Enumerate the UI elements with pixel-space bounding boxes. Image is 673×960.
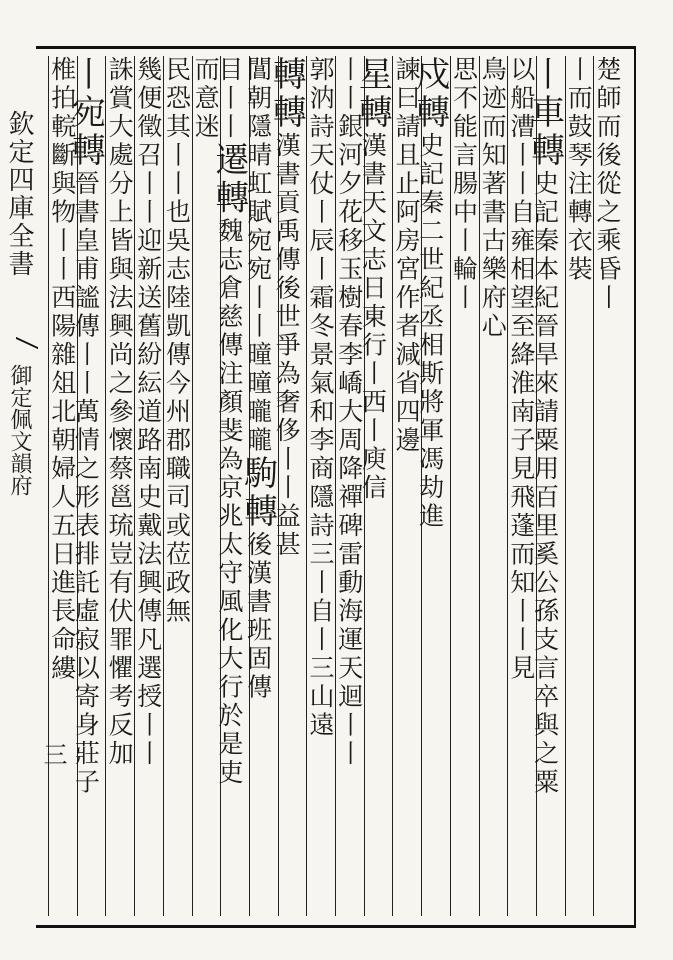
entry-heading: 丨車轉 <box>524 56 565 170</box>
column-text <box>164 56 193 626</box>
text-column <box>450 56 480 916</box>
entry-text: 魏志倉慈傳注顏斐為京兆太守風化大行於是吏 <box>214 217 244 788</box>
entry-heading: 戍轉 <box>409 56 450 132</box>
column-text <box>508 56 537 683</box>
column-text <box>409 56 451 531</box>
text-column <box>208 56 250 916</box>
entry-text: 丨丨銀河夕花移玉樹春李嶠大周降禪碑雷動海運天迴丨丨 <box>334 56 364 769</box>
text-column <box>266 56 308 916</box>
fishtail-mark <box>16 337 38 363</box>
entry-text: 楚師而後從之乘昏丨 <box>592 56 622 313</box>
entry-text: 目丨丨 <box>214 56 244 142</box>
column-text <box>307 56 336 740</box>
column-text <box>451 56 480 313</box>
text-column <box>524 56 566 916</box>
text-column <box>306 56 336 916</box>
entry-text: 以船漕丨丨自雍相望至絳淮南子見飛蓬而知丨丨見 <box>506 56 536 683</box>
text-column <box>105 56 135 916</box>
column-text <box>237 56 279 702</box>
column-text <box>393 56 422 455</box>
column-text <box>266 56 308 560</box>
entry-text: 幾便徵召丨丨迎新送舊紛紜道路南史戴法興傳凡選授丨丨 <box>133 56 163 769</box>
text-column <box>134 56 164 916</box>
column-text <box>65 56 107 797</box>
entry-text: 史記秦二世紀丞相斯將軍馮劫進 <box>415 132 445 531</box>
entry-heading: 丨宛轉 <box>65 56 106 170</box>
column-text <box>352 56 394 503</box>
column-text <box>594 56 623 313</box>
column-text <box>49 56 78 683</box>
entry-heading: 駒轉 <box>237 455 278 531</box>
text-column <box>352 56 394 916</box>
column-text <box>480 56 509 341</box>
book-title: 欽定四庫全書 <box>4 110 34 278</box>
entry-text: 後漢書班固傳 <box>243 531 273 702</box>
column-text <box>135 56 164 769</box>
text-column <box>392 56 422 916</box>
entry-text: 閶朝隱晴虹賦宛宛丨丨曈曈曨曨 <box>243 56 273 455</box>
entry-text: 史記秦本紀晉旱來請粟用百里奚公孫支言卒與之粟 <box>530 170 560 797</box>
entry-text: 思不能言腸中丨輪丨 <box>449 56 479 313</box>
column-text <box>208 56 250 788</box>
page-margin <box>0 46 36 922</box>
entry-text: 而意迷 <box>191 56 221 142</box>
page-number: 三 <box>39 742 67 766</box>
entry-text: 漢書貢禹傳後世爭為奢侈丨丨益甚 <box>272 132 302 560</box>
entry-text: 漢書天文志日東行丨西丨庾信 <box>358 132 388 503</box>
entry-text: 椎拍輐斷與物丨丨西陽雜俎北朝婦人五日進長命縷 <box>47 56 77 683</box>
text-column <box>479 56 509 916</box>
text-column <box>565 56 595 916</box>
entry-text: 諫曰請且止阿房宮作者減省四邊 <box>392 56 422 455</box>
text-column <box>593 56 623 916</box>
column-text <box>566 56 595 284</box>
entry-text: 鳥迹而知著書古樂府心 <box>478 56 508 341</box>
volume-title: 御定佩文韻府 <box>7 364 32 496</box>
entry-heading: 遷轉 <box>208 141 249 218</box>
text-column <box>237 56 279 916</box>
entry-text: 晉書皇甫謐傳丨丨萬情之形表排託虛寂以寄身莊子 <box>71 170 101 797</box>
entry-text: 郭汭詩天仗丨辰丨霜冬景氣和李商隱詩三丨自丨三山遠 <box>305 56 335 740</box>
text-column <box>163 56 193 916</box>
column-text <box>524 56 566 797</box>
entry-heading: 轉轉 <box>266 56 307 132</box>
text-column <box>409 56 451 916</box>
text-column <box>507 56 537 916</box>
column-text <box>336 56 365 769</box>
column-text <box>106 56 135 769</box>
text-column <box>335 56 365 916</box>
entry-text: 誅賞大處分上皆與法興尚之參懷蔡邕琉豈有伏罪懼考反加 <box>105 56 135 769</box>
entry-text: 民恐其丨丨也吳志陸凱傳今州郡職司或莅政無 <box>162 56 192 626</box>
entry-heading: 星轉 <box>352 56 393 132</box>
text-column <box>48 56 78 916</box>
entry-text: 丨而鼓琴注轉衣裝 <box>564 56 594 284</box>
text-column <box>192 56 222 916</box>
column-text <box>193 56 222 142</box>
text-column <box>65 56 107 916</box>
